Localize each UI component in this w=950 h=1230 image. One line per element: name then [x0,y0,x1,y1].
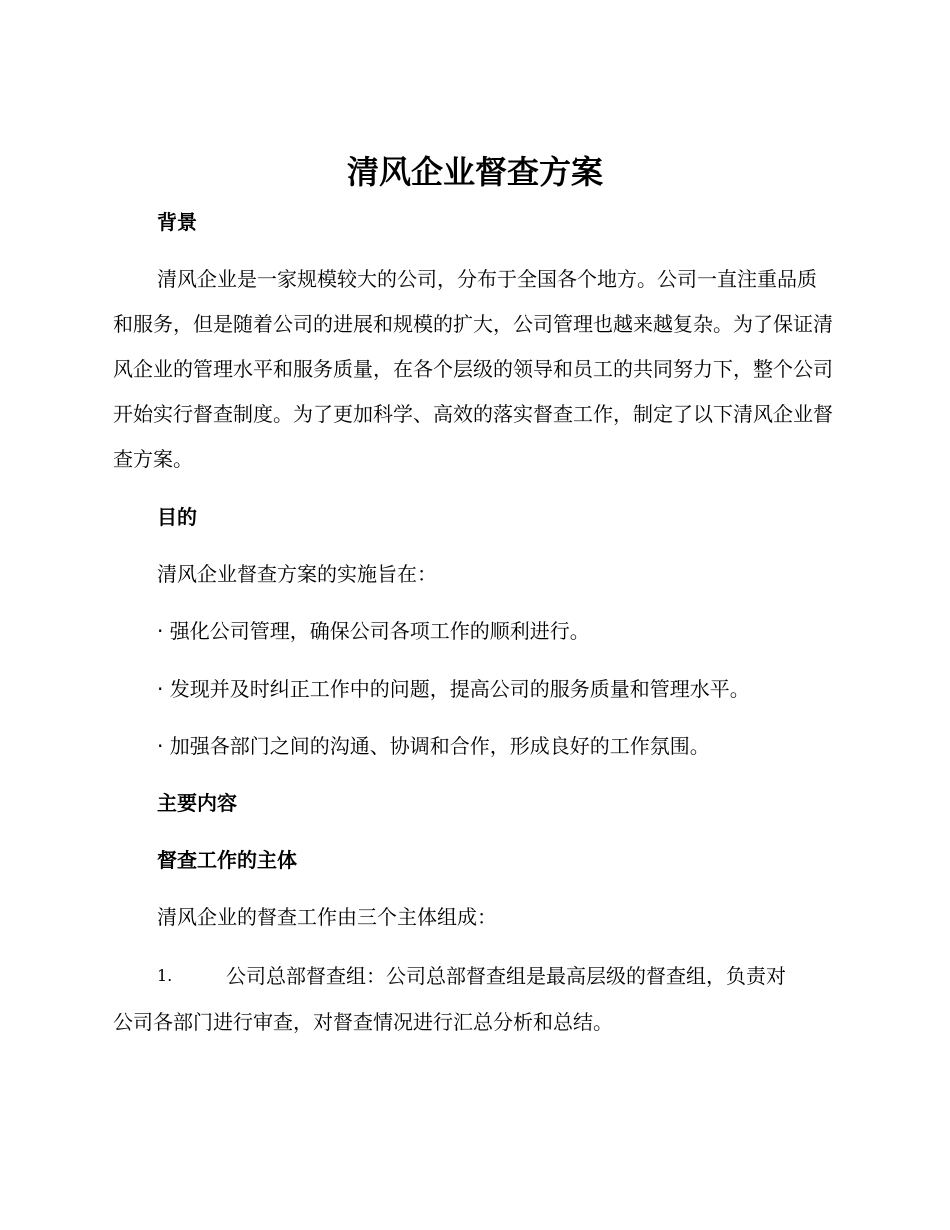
section-heading-main-content: 主要内容 [157,791,237,815]
purpose-bullet-2: · 发现并及时纠正工作中的问题，提高公司的服务质量和管理水平。 [157,677,750,701]
section-heading-purpose: 目的 [157,505,197,529]
document-title: 清风企业督查方案 [346,153,603,191]
list-item-number: 1. [157,966,173,985]
main-content-intro: 清风企业的督查工作由三个主体组成： [157,905,497,929]
subheading-supervision-body: 督查工作的主体 [157,848,297,872]
purpose-bullet-1: · 强化公司管理，确保公司各项工作的顺利进行。 [157,619,590,643]
purpose-bullet-3: · 加强各部门之间的沟通、协调和合作，形成良好的工作氛围。 [157,734,710,758]
background-paragraph: 清风企业是一家规模较大的公司，分布于全国各个地方。公司一直注重品质和服务，但是随着公司的进展和规模的扩大，公司管理也越来越复杂。为了保证清风企业的管理水平和服务质量，在各个层级的领导和员工的共同努力下，整个公司开始实行督查制度。为了更加科学、高效的落实督查工作，制定了以下清风企业督查方案。 [113,267,833,471]
purpose-intro: 清风企业督查方案的实施旨在： [157,562,437,586]
list-item-1-line-2: 公司各部门进行审查，对督查情况进行汇总分析和总结。 [113,1010,613,1034]
list-item-1-line-1: 公司总部督查组：公司总部督查组是最高层级的督查组，负责对 [226,964,786,988]
section-heading-background: 背景 [157,210,197,234]
